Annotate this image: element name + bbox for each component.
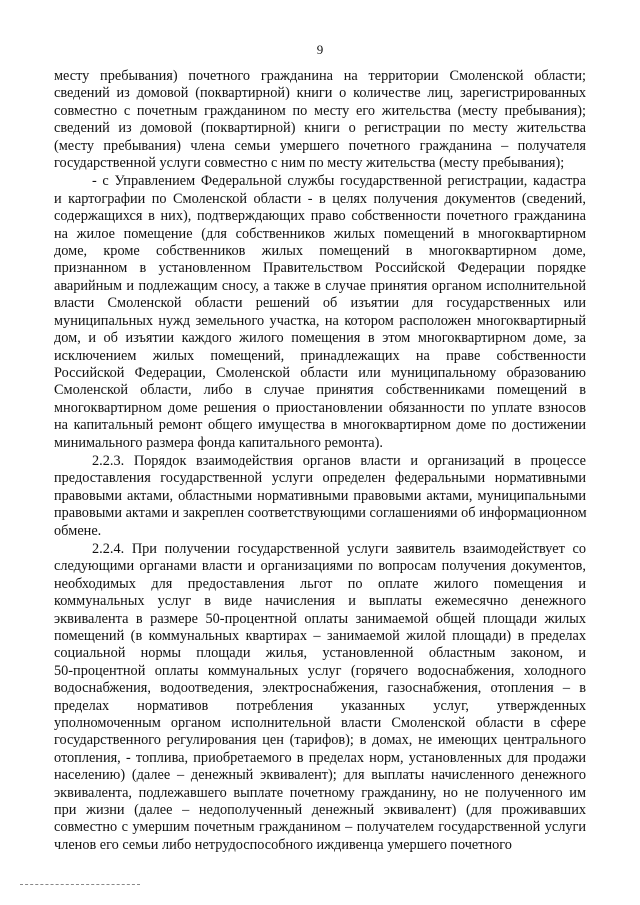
text-line: эквивалента, подлежавшего выплате почетному гражданину, но не полученного им xyxy=(54,784,586,801)
text-line: власти Смоленской области решений об изъятии для государственных или xyxy=(54,295,586,312)
text-line: при жизни (далее – недополученный денежный эквивалент) (для проживавших xyxy=(54,802,586,819)
text-line: государственной услуги совместно с ним по месту жительства (месту пребывания); xyxy=(54,155,565,172)
text-line: населению) (далее – денежный эквивалент); для выплаты начисленного денежного xyxy=(54,767,586,784)
text-line: сведений из домовой (поквартирной) книги о количестве лиц, зарегистрированных xyxy=(54,85,586,102)
text-line: Российской Федерации, Смоленской области или муниципальному образованию xyxy=(54,364,586,381)
footnote-separator xyxy=(20,884,140,885)
text-line: отопления, - топлива, приобретаемого в пределах норм, установленных для продажи xyxy=(54,749,586,766)
text-line: 50-процентной оплаты коммунальных услуг (горячего водоснабжения, холодного xyxy=(54,662,586,679)
text-line: обмене. xyxy=(54,522,102,539)
paragraph-p-2-2-3 xyxy=(54,453,586,540)
text-line: Смоленской области, либо в случае принятия собственниками помещений в xyxy=(54,382,586,399)
text-line: социальной нормы площади жилья, установленной областным законом, и xyxy=(54,645,586,662)
text-line: государственного регулирования цен (тарифов); в домах, не имеющих центрального xyxy=(54,732,586,749)
text-line: сведений из домовой (поквартирной) книги о регистрации по месту жительства xyxy=(54,120,586,137)
text-line: (месту пребывания) члена семьи умершего почетного гражданина – получателя xyxy=(54,137,586,154)
text-line: необходимых для предоставления льгот по оплате жилого помещения и xyxy=(54,575,586,592)
text-line: содержащихся в них), подтверждающих право собственности почетного гражданина xyxy=(54,208,586,225)
paragraph-rosreestr xyxy=(54,173,586,452)
text-line: месту пребывания) почетного гражданина на территории Смоленской области; xyxy=(54,68,586,84)
text-line: следующими органами власти и организациями по вопросам получения документов, xyxy=(54,558,586,575)
text-line: пределах нормативов потребления указанных услуг, утвержденных xyxy=(54,697,586,714)
text-line: признанном в установленном Правительством Российской Федерации порядке xyxy=(54,260,586,277)
text-line: эквивалента в размере 50-процентной оплаты занимаемой общей площади жилых xyxy=(54,610,586,627)
text-line: уполномоченным органом исполнительной власти Смоленской области в сфере xyxy=(54,715,586,732)
paragraph-continuation xyxy=(54,68,586,172)
document-body xyxy=(54,68,586,855)
text-line: совместно с умершим почетным гражданином – получателем государственной услуги xyxy=(54,819,586,836)
text-line: помещений (в коммунальных квартирах – занимаемой жилой площади) в пределах xyxy=(54,628,586,644)
text-line: дом, и об изъятии каждого жилого помещения в этом многоквартирном доме, за xyxy=(54,330,586,347)
text-line: и картографии по Смоленской области - в целях получения документов (сведений, xyxy=(54,190,586,207)
text-line: 2.2.4. При получении государственной услуги заявитель взаимодействует со xyxy=(92,540,586,557)
text-line: совместно с почетным гражданином по месту его жительства (месту пребывания); xyxy=(54,102,586,119)
text-line: аварийным и подлежащим сносу, а также в случае принятия органом исполнительной xyxy=(54,277,586,294)
text-line: членов его семьи либо нетрудоспособного иждивенца умершего почетного xyxy=(54,836,512,853)
text-line: 2.2.3. Порядок взаимодействия органов власти и организаций в процессе xyxy=(92,452,586,469)
text-line: водоснабжения, водоотведения, электроснабжения, газоснабжения, отопления – в xyxy=(54,680,586,697)
text-line: правовыми актами и закреплен соответствующими соглашениями об информационном xyxy=(54,505,587,522)
text-line: на капитальный ремонт общего имущества в многоквартирном доме по достижении xyxy=(54,417,586,434)
text-line: доме, кроме собственников жилых помещений в многоквартирном доме, xyxy=(54,243,586,260)
text-line: минимального размера фонда капитального ремонта). xyxy=(54,434,383,451)
paragraph-p-2-2-4 xyxy=(54,541,586,854)
text-line: исключением жилых помещений, принадлежащих на праве собственности xyxy=(54,347,586,364)
text-line: - с Управлением Федеральной службы государственной регистрации, кадастра xyxy=(92,173,586,190)
text-line: коммунальных услуг в виде начисления и выплаты ежемесячно денежного xyxy=(54,593,586,610)
text-line: на жилое помещение (для собственников жилых помещений в многоквартирном xyxy=(54,225,586,242)
text-line: правовыми актами, областными нормативными правовыми актами, муниципальными xyxy=(54,487,586,504)
text-line: предоставления государственной услуги определен федеральными нормативными xyxy=(54,470,586,487)
text-line: муниципальных нужд земельного участка, на котором расположен многоквартирный xyxy=(54,312,586,329)
page-number: 9 xyxy=(316,42,324,57)
text-line: многоквартирном доме решения о приостановлении обязанности по уплате взносов xyxy=(54,399,586,416)
